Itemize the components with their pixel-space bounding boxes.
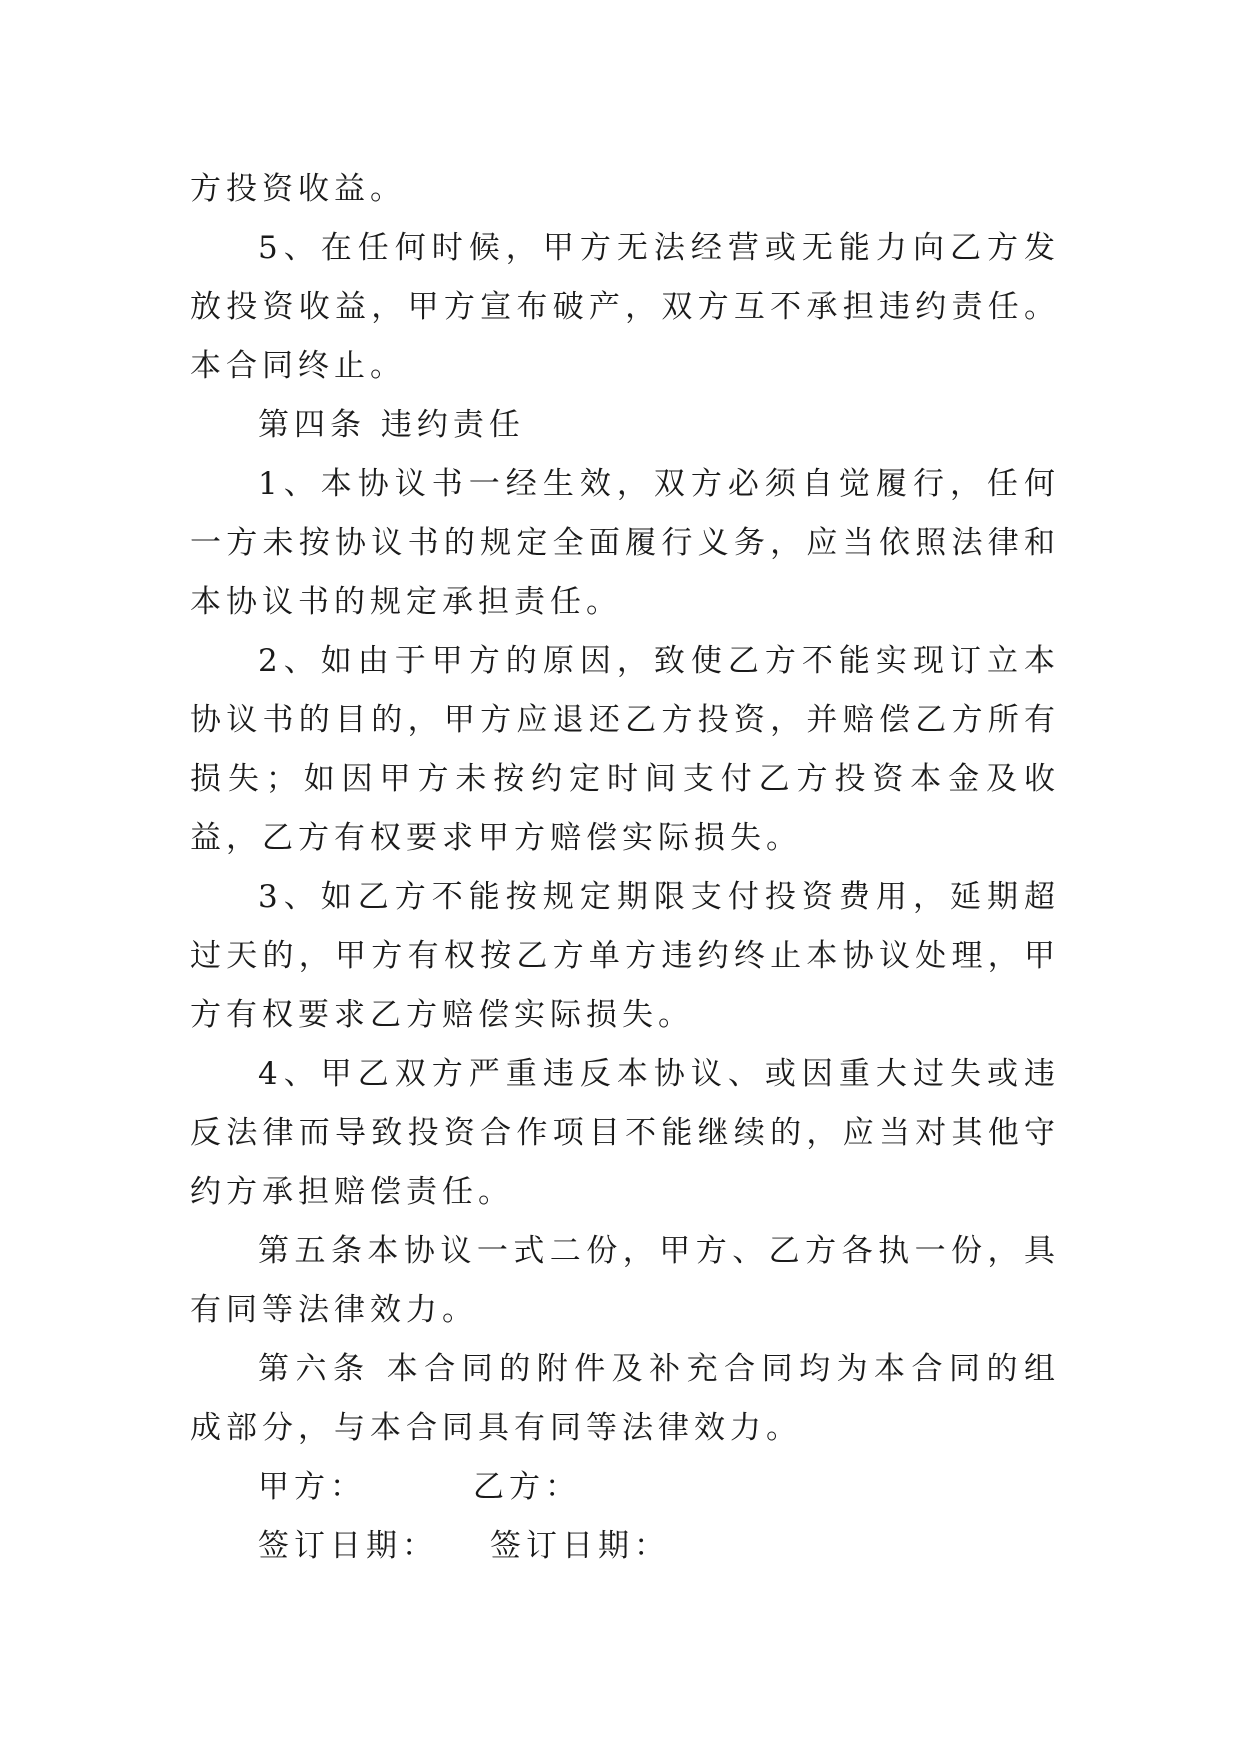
signature-date-row (190, 1517, 1060, 1576)
article-5: 第五条本协议一式二份，甲方、乙方各执一份，具有同等法律效力。 (190, 1233, 1060, 1328)
paragraph-continuation: 方投资收益。 (190, 171, 406, 207)
article-4-item-3: 3、如乙方不能按规定期限支付投资费用，延期超过天的，甲方有权按乙方单方违约终止本协议处理，甲方有权要求乙方赔偿实际损失。 (190, 879, 1060, 1033)
document-body (190, 160, 1060, 1576)
article-4-item-2: 2、如由于甲方的原因，致使乙方不能实现订立本协议书的目的，甲方应退还乙方投资，并赔偿乙方所有损失；如因甲方未按约定时间支付乙方投资本金及收益，乙方有权要求甲方赔偿实际损失。 (190, 643, 1060, 856)
party-b-label: 乙方： (473, 1469, 581, 1505)
party-b-date-label: 签订日期： (490, 1528, 670, 1564)
party-a-date-label: 签订日期： (258, 1528, 438, 1564)
party-a-label: 甲方： (258, 1469, 366, 1505)
article-4-heading: 第四条 违约责任 (258, 407, 525, 443)
article-4-item-4: 4、甲乙双方严重违反本协议、或因重大过失或违反法律而导致投资合作项目不能继续的，应当对其他守约方承担赔偿责任。 (190, 1056, 1060, 1210)
article-4-item-1: 1、本协议书一经生效，双方必须自觉履行，任何一方未按协议书的规定全面履行义务，应当依照法律和本协议书的规定承担责任。 (190, 466, 1060, 620)
article-6: 第六条 本合同的附件及补充合同均为本合同的组成部分，与本合同具有同等法律效力。 (190, 1351, 1060, 1446)
clause-3-item-5: 5、在任何时候，甲方无法经营或无能力向乙方发放投资收益，甲方宣布破产，双方互不承担违约责任。本合同终止。 (190, 230, 1060, 384)
signature-party-row (190, 1458, 1060, 1517)
